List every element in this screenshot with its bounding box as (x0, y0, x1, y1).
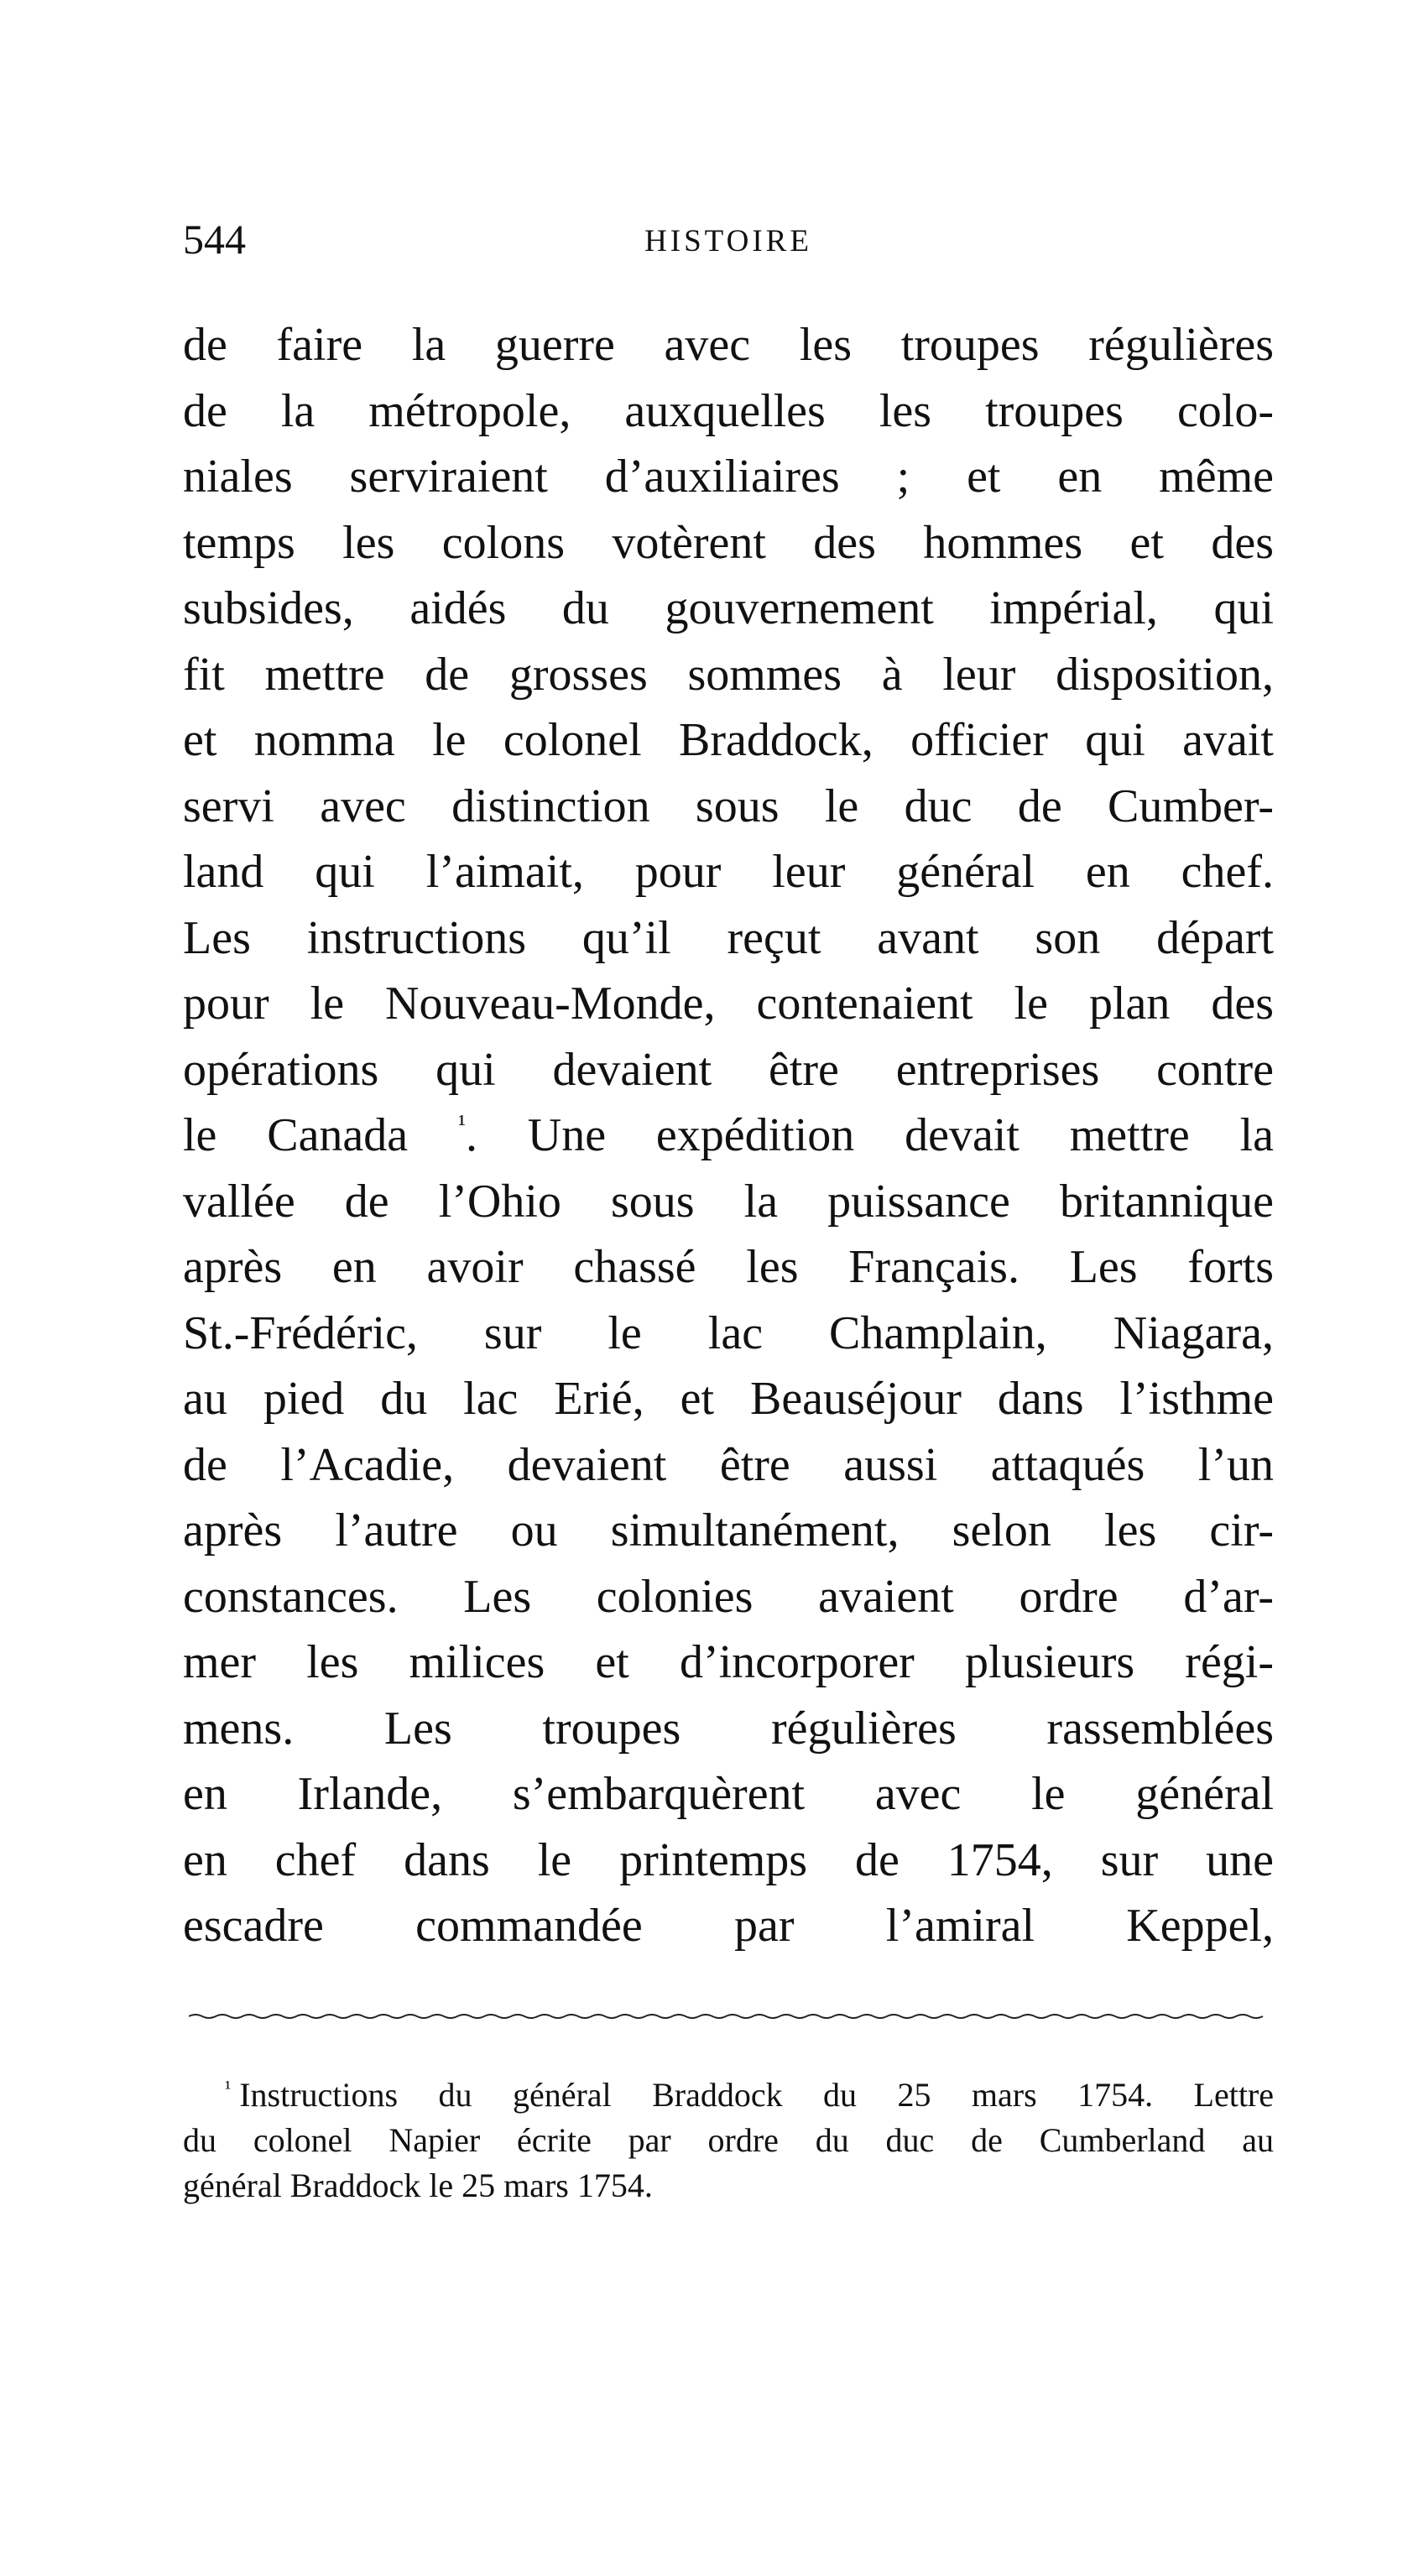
text-line: en Irlande, s’embarquèrent avec le général (183, 1768, 1274, 1820)
text-line: après l’autre ou simultanément, selon les cir- (183, 1504, 1274, 1557)
text-line: temps les colons votèrent des hommes et des (183, 516, 1274, 569)
text-line: St.-Frédéric, sur le lac Champlain, Niagara, (183, 1306, 1274, 1359)
text-line: escadre commandée par l’amiral Keppel, (183, 1900, 1274, 1952)
body-text (183, 312, 1274, 1959)
text-line: de faire la guerre avec les troupes régulières (183, 319, 1274, 371)
running-title: HISTOIRE (644, 224, 812, 258)
text-line: Les instructions qu’il reçut avant son départ (183, 911, 1274, 964)
text-line: opérations qui devaient être entreprises contre (183, 1043, 1274, 1096)
text-line: vallée de l’Ohio sous la puissance britannique (183, 1175, 1274, 1228)
text-line: pour le Nouveau-Monde, contenaient le plan des (183, 978, 1274, 1030)
text-line: au pied du lac Erié, et Beauséjour dans l’isthme (183, 1373, 1274, 1425)
text-line: et nomma le colonel Braddock, officier qui avait (183, 714, 1274, 766)
text-line: land qui l’aimait, pour leur général en chef. (183, 846, 1274, 898)
text-line: mens. Les troupes régulières rassemblées (183, 1702, 1274, 1755)
footnote-marker: ¹ (225, 2078, 232, 2099)
footnotes (183, 2073, 1274, 2208)
footnote-line (183, 2073, 1274, 2118)
running-head (183, 210, 1274, 269)
text-line: après en avoir chassé les Français. Les forts (183, 1241, 1274, 1293)
footnote-separator (189, 2012, 1267, 2021)
text-line: niales serviraient d’auxiliaires ; et en même (183, 451, 1274, 503)
footnote-line: du colonel Napier écrite par ordre du duc de Cumberland au (183, 2121, 1274, 2159)
footnote-line: général Braddock le 25 mars 1754. (183, 2167, 653, 2204)
text-line: de l’Acadie, devaient être aussi attaqués l’un (183, 1438, 1274, 1491)
text-line: de la métropole, auxquelles les troupes colo- (183, 384, 1274, 437)
footnote-reference[interactable]: ¹ (457, 1110, 466, 1138)
text-line: constances. Les colonies avaient ordre d’ar- (183, 1570, 1274, 1623)
text-line: en chef dans le printemps de 1754, sur une (183, 1833, 1274, 1886)
text-line: subsides, aidés du gouvernement impérial, qui (183, 582, 1274, 634)
text-line-end: . Une expédition devait mettre la (465, 1109, 1274, 1161)
text-line-with-footnote-ref (183, 1103, 1274, 1169)
text-line: mer les milices et d’incorporer plusieurs régi- (183, 1636, 1274, 1688)
text-line-start: le Canada (183, 1109, 409, 1161)
text-line: fit mettre de grosses sommes à leur disposition, (183, 648, 1274, 701)
footnote-text: Instructions du général Braddock du 25 mars 1754. Lettre (239, 2076, 1274, 2114)
text-line: servi avec distinction sous le duc de Cumber- (183, 780, 1274, 832)
page-number: 544 (183, 216, 246, 263)
